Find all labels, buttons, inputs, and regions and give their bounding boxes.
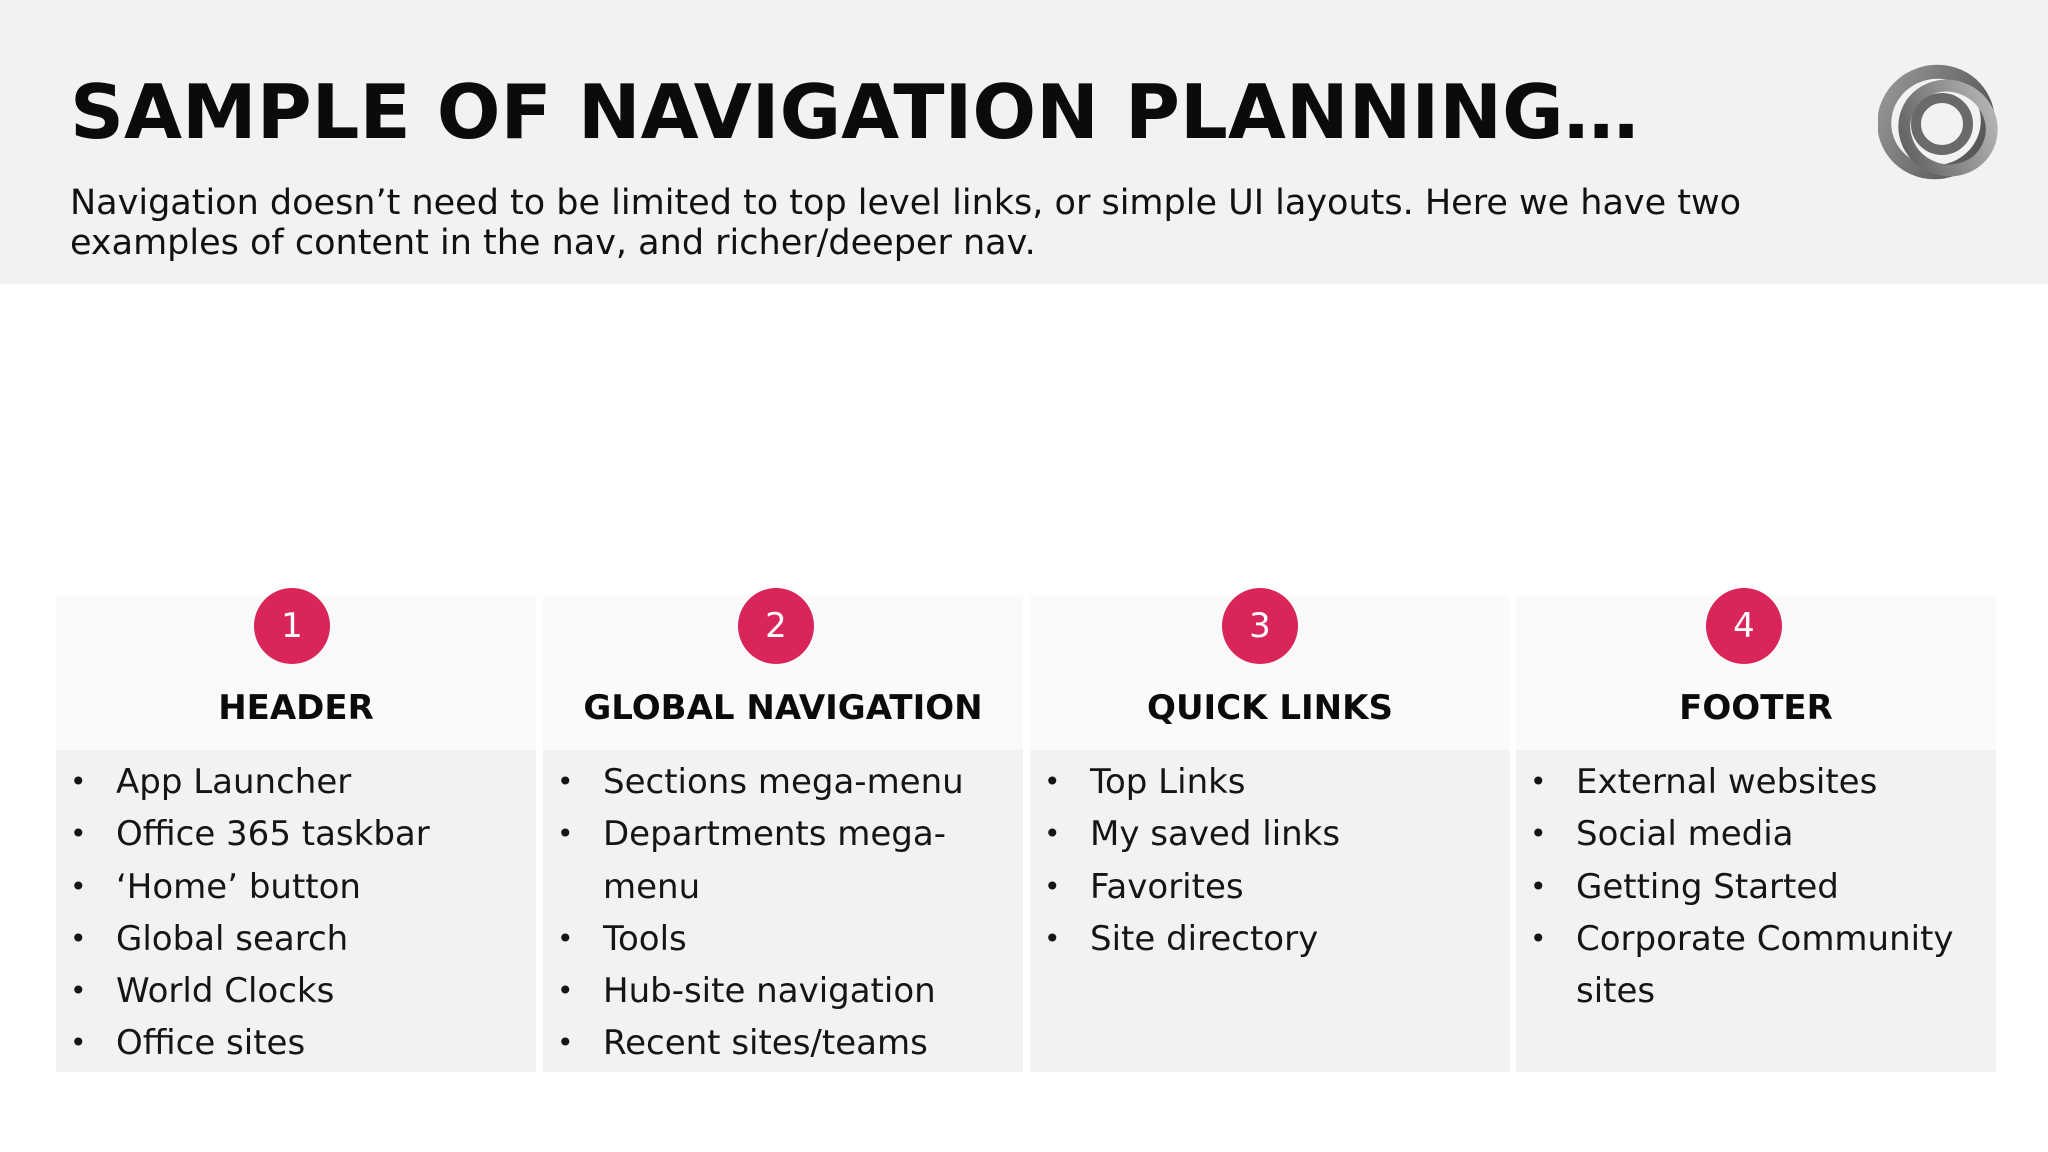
slide-title: SAMPLE OF NAVIGATION PLANNING… <box>70 68 1639 156</box>
column-heading: FOOTER <box>1679 688 1833 728</box>
list-item-label: Favorites <box>1090 866 1244 907</box>
list-item <box>543 756 1023 808</box>
column-card-quick-links <box>1030 750 1510 1072</box>
list-item-label: Corporate Community sites <box>1576 918 1954 1012</box>
bullet-list <box>1516 756 1996 1017</box>
list-item <box>1030 808 1510 860</box>
bullet-icon: • <box>557 1026 574 1060</box>
list-item <box>1516 913 1996 1018</box>
list-item <box>543 965 1023 1017</box>
list-item <box>1030 756 1510 808</box>
column-card-footer <box>1516 750 1996 1072</box>
bullet-icon: • <box>1530 869 1547 903</box>
list-item-label: External websites <box>1576 762 1878 802</box>
list-item-label: ‘Home’ button <box>116 866 361 907</box>
column-card-header <box>56 750 536 1072</box>
list-item-label: Social media <box>1576 814 1794 855</box>
column-heading: GLOBAL NAVIGATION <box>583 688 983 728</box>
bullet-icon: • <box>70 869 87 903</box>
slide-subtitle: Navigation doesn’t need to be limited to top level links, or simple UI layouts. Here we have two examples of content in the nav, and richer/deeper nav. <box>70 183 1742 263</box>
column-heading: QUICK LINKS <box>1147 688 1393 728</box>
bullet-icon: • <box>70 921 87 955</box>
bullet-list <box>543 756 1023 1070</box>
step-number-badge: 2 <box>738 588 814 664</box>
list-item-label: My saved links <box>1090 814 1341 855</box>
bullet-icon: • <box>70 974 87 1008</box>
list-item-label: Departments mega-menu <box>603 814 946 907</box>
bullet-icon: • <box>1530 921 1547 955</box>
list-item <box>543 913 1023 965</box>
list-item-label: Top Links <box>1090 762 1246 802</box>
list-item <box>1030 861 1510 913</box>
list-item <box>1516 861 1996 913</box>
list-item <box>56 861 536 913</box>
list-item-label: Global search <box>116 918 349 959</box>
swirl-logo-icon <box>1878 62 2006 190</box>
list-item-label: Office 365 taskbar <box>116 814 430 855</box>
list-item <box>56 1017 536 1069</box>
list-item-label: Hub-site navigation <box>603 971 936 1012</box>
column-heading: HEADER <box>218 688 374 728</box>
bullet-icon: • <box>557 765 574 798</box>
list-item-label: Office sites <box>116 1023 306 1064</box>
bullet-icon: • <box>1044 921 1061 955</box>
list-item <box>56 965 536 1017</box>
bullet-icon: • <box>70 817 87 851</box>
bullet-list <box>1030 756 1510 965</box>
step-number-badge: 4 <box>1706 588 1782 664</box>
list-item <box>1030 913 1510 965</box>
step-number-badge: 1 <box>254 588 330 664</box>
list-item-label: Recent sites/teams <box>603 1023 928 1064</box>
bullet-icon: • <box>1044 869 1061 903</box>
bullet-icon: • <box>1530 765 1547 798</box>
list-item <box>1516 808 1996 860</box>
list-item <box>56 913 536 965</box>
bullet-icon: • <box>70 765 87 798</box>
bullet-list <box>56 756 536 1070</box>
list-item <box>56 808 536 860</box>
bullet-icon: • <box>70 1026 87 1060</box>
list-item-label: Tools <box>603 918 687 959</box>
list-item-label: World Clocks <box>116 971 335 1012</box>
bullet-icon: • <box>1044 765 1061 798</box>
list-item-label: App Launcher <box>116 762 352 802</box>
bullet-icon: • <box>557 817 574 851</box>
list-item <box>1516 756 1996 808</box>
list-item <box>56 756 536 808</box>
step-number-badge: 3 <box>1222 588 1298 664</box>
bullet-icon: • <box>557 974 574 1008</box>
bullet-icon: • <box>1530 817 1547 851</box>
bullet-icon: • <box>557 921 574 955</box>
bullet-icon: • <box>1044 817 1061 851</box>
list-item-label: Getting Started <box>1576 866 1839 907</box>
list-item <box>543 808 1023 913</box>
list-item-label: Sections mega-menu <box>603 762 964 802</box>
column-card-global-navigation <box>543 750 1023 1072</box>
list-item <box>543 1017 1023 1069</box>
list-item-label: Site directory <box>1090 918 1319 959</box>
